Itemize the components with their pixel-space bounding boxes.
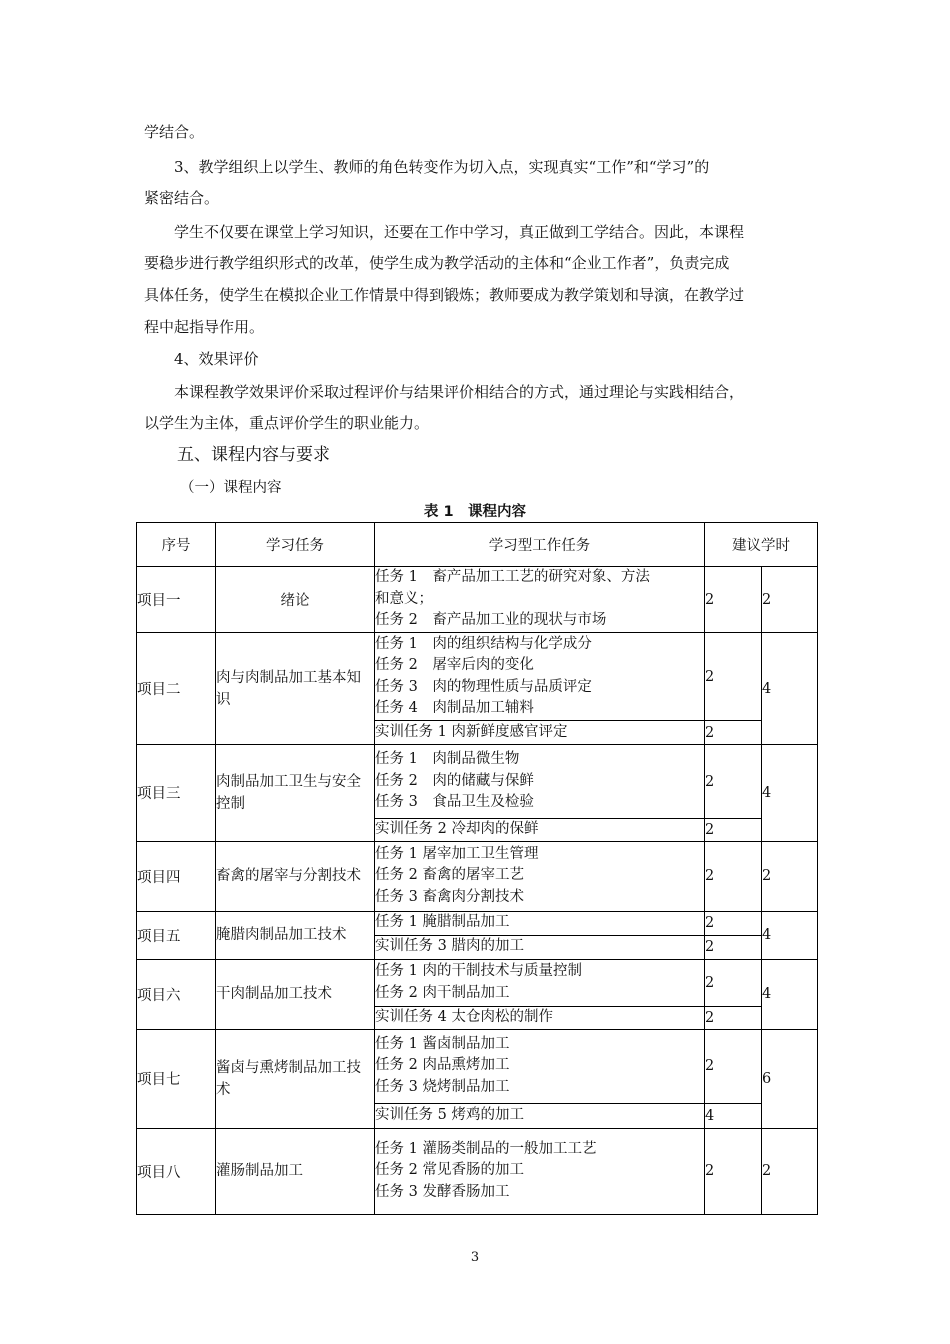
section-title: 五、课程内容与要求 xyxy=(177,445,330,465)
paragraph-eval-cont xyxy=(144,409,816,437)
text-line: 4、效果评价 xyxy=(174,350,259,368)
task-line: 任务 4 肉制品加工辅料 xyxy=(375,700,534,716)
task-line: 任务 1 肉制品微生物 xyxy=(375,751,520,768)
header-topic: 学习任务 xyxy=(216,523,375,567)
task-list xyxy=(375,959,705,1006)
table-row xyxy=(137,1128,818,1214)
task-hours: 2 xyxy=(705,745,762,819)
total-hours: 2 xyxy=(762,567,818,633)
text-line: 3、教学组织上以学生、教师的角色转变作为切入点，实现真实“工作”和“学习”的 xyxy=(174,158,710,176)
paragraph-3 xyxy=(144,153,846,181)
task-list xyxy=(375,841,705,911)
paragraph-students-cont xyxy=(144,249,816,341)
table-header-row xyxy=(137,523,818,567)
table-caption: 表 1 课程内容 xyxy=(423,504,527,520)
table-row xyxy=(137,911,818,935)
task-list xyxy=(375,1029,705,1103)
task-list xyxy=(375,633,705,721)
subsection-title: （一）课程内容 xyxy=(180,480,282,496)
project-topic: 绪论 xyxy=(216,567,375,633)
task-line: 任务 2 肉的储藏与保鲜 xyxy=(375,772,534,789)
header-hours: 建议学时 xyxy=(705,523,818,567)
text-line: 学结合。 xyxy=(144,123,205,141)
total-hours: 4 xyxy=(762,911,818,959)
project-topic: 酱卤与熏烤制品加工技术 xyxy=(216,1029,375,1128)
task-line: 任务 3 食品卫生及检验 xyxy=(375,794,534,811)
table-row xyxy=(137,633,818,721)
task-line: 任务 2 肉品熏烤加工 xyxy=(375,1057,510,1074)
task-line: 任务 2 肉干制品加工 xyxy=(375,984,510,1001)
page-number: 3 xyxy=(470,1250,480,1265)
total-hours: 4 xyxy=(762,959,818,1029)
total-hours: 2 xyxy=(762,1128,818,1214)
practical-task: 实训任务 2 冷却肉的保鲜 xyxy=(375,819,705,842)
task-line: 任务 1 腌腊制品加工 xyxy=(375,914,510,931)
task-hours: 2 xyxy=(705,819,762,842)
task-line: 任务 1 肉的组织结构与化学成分 xyxy=(375,635,592,652)
project-topic: 腌腊肉制品加工技术 xyxy=(216,911,375,959)
task-hours: 2 xyxy=(705,911,762,935)
total-hours: 4 xyxy=(762,633,818,745)
project-no: 项目二 xyxy=(137,633,216,745)
text-line: 以学生为主体，重点评价学生的职业能力。 xyxy=(144,414,430,432)
text-line: 本课程教学效果评价采取过程评价与结果评价相结合的方式，通过理论与实践相结合， xyxy=(174,383,745,401)
task-hours: 2 xyxy=(705,1006,762,1029)
task-hours: 2 xyxy=(705,721,762,745)
project-no: 项目四 xyxy=(137,841,216,911)
project-no: 项目三 xyxy=(137,745,216,842)
total-hours: 6 xyxy=(762,1029,818,1128)
task-list xyxy=(375,1128,705,1214)
task-hours: 2 xyxy=(705,841,762,911)
header-no: 序号 xyxy=(137,523,216,567)
task-line: 任务 1 酱卤制品加工 xyxy=(375,1035,510,1052)
text-line: 学生不仅要在课堂上学习知识，还要在工作中学习，真正做到工学结合。因此，本课程 xyxy=(174,223,745,241)
paragraph-4-title xyxy=(144,345,846,373)
practical-task: 实训任务 3 腊肉的加工 xyxy=(375,935,705,959)
task-list xyxy=(375,567,705,633)
project-topic: 灌肠制品加工 xyxy=(216,1128,375,1214)
text-line: 要稳步进行教学组织形式的改革，使学生成为教学活动的主体和“企业工作者”，负责完成 xyxy=(144,254,730,272)
paragraph-continuation xyxy=(144,118,816,146)
practical-task: 实训任务 5 烤鸡的加工 xyxy=(375,1103,705,1128)
project-topic: 干肉制品加工技术 xyxy=(216,959,375,1029)
practical-task: 实训任务 4 太仓肉松的制作 xyxy=(375,1006,705,1029)
table-row xyxy=(137,841,818,911)
task-list xyxy=(375,911,705,935)
project-topic: 肉制品加工卫生与安全控制 xyxy=(216,745,375,842)
project-no: 项目六 xyxy=(137,959,216,1029)
task-line: 任务 2 屠宰后肉的变化 xyxy=(375,657,534,673)
task-line: 和意义； xyxy=(375,590,433,607)
total-hours: 4 xyxy=(762,745,818,842)
task-line: 任务 3 发酵香肠加工 xyxy=(375,1183,510,1200)
table-row xyxy=(137,745,818,819)
task-line: 任务 1 灌肠类制品的一般加工工艺 xyxy=(375,1140,597,1157)
project-no: 项目八 xyxy=(137,1128,216,1214)
text-line: 程中起指导作用。 xyxy=(144,318,265,336)
task-line: 任务 3 肉的物理性质与品质评定 xyxy=(375,678,592,695)
project-no: 项目一 xyxy=(137,567,216,633)
task-hours: 2 xyxy=(705,959,762,1006)
project-no: 项目五 xyxy=(137,911,216,959)
task-line: 任务 1 屠宰加工卫生管理 xyxy=(375,845,539,862)
task-line: 任务 3 畜禽肉分割技术 xyxy=(375,888,524,905)
task-hours: 4 xyxy=(705,1103,762,1128)
table-row xyxy=(137,567,818,633)
task-line: 任务 1 肉的干制技术与质量控制 xyxy=(375,963,582,979)
task-hours: 2 xyxy=(705,633,762,721)
task-line: 任务 2 畜产品加工业的现状与市场 xyxy=(375,612,607,629)
task-line: 任务 2 常见香肠的加工 xyxy=(375,1162,524,1179)
project-topic: 畜禽的屠宰与分割技术 xyxy=(216,841,375,911)
paragraph-students xyxy=(144,218,846,246)
course-content-table xyxy=(136,522,818,1215)
table-row xyxy=(137,959,818,1006)
paragraph-3-cont xyxy=(144,184,816,212)
header-tasks: 学习型工作任务 xyxy=(375,523,705,567)
task-hours: 2 xyxy=(705,1029,762,1103)
text-line: 具体任务，使学生在模拟企业工作情景中得到锻炼；教师要成为教学策划和导演，在教学过 xyxy=(144,286,745,304)
paragraph-eval xyxy=(144,378,846,406)
project-no: 项目七 xyxy=(137,1029,216,1128)
task-line: 任务 3 烧烤制品加工 xyxy=(375,1078,510,1095)
task-hours: 2 xyxy=(705,567,762,633)
total-hours: 2 xyxy=(762,841,818,911)
table-row xyxy=(137,1029,818,1103)
task-hours: 2 xyxy=(705,935,762,959)
task-line: 任务 2 畜禽的屠宰工艺 xyxy=(375,867,524,884)
task-list xyxy=(375,745,705,819)
project-topic: 肉与肉制品加工基本知识 xyxy=(216,633,375,745)
task-hours: 2 xyxy=(705,1128,762,1214)
text-line: 紧密结合。 xyxy=(144,189,220,207)
practical-task: 实训任务 1 肉新鲜度感官评定 xyxy=(375,721,705,745)
task-line: 任务 1 畜产品加工工艺的研究对象、方法 xyxy=(375,569,650,586)
